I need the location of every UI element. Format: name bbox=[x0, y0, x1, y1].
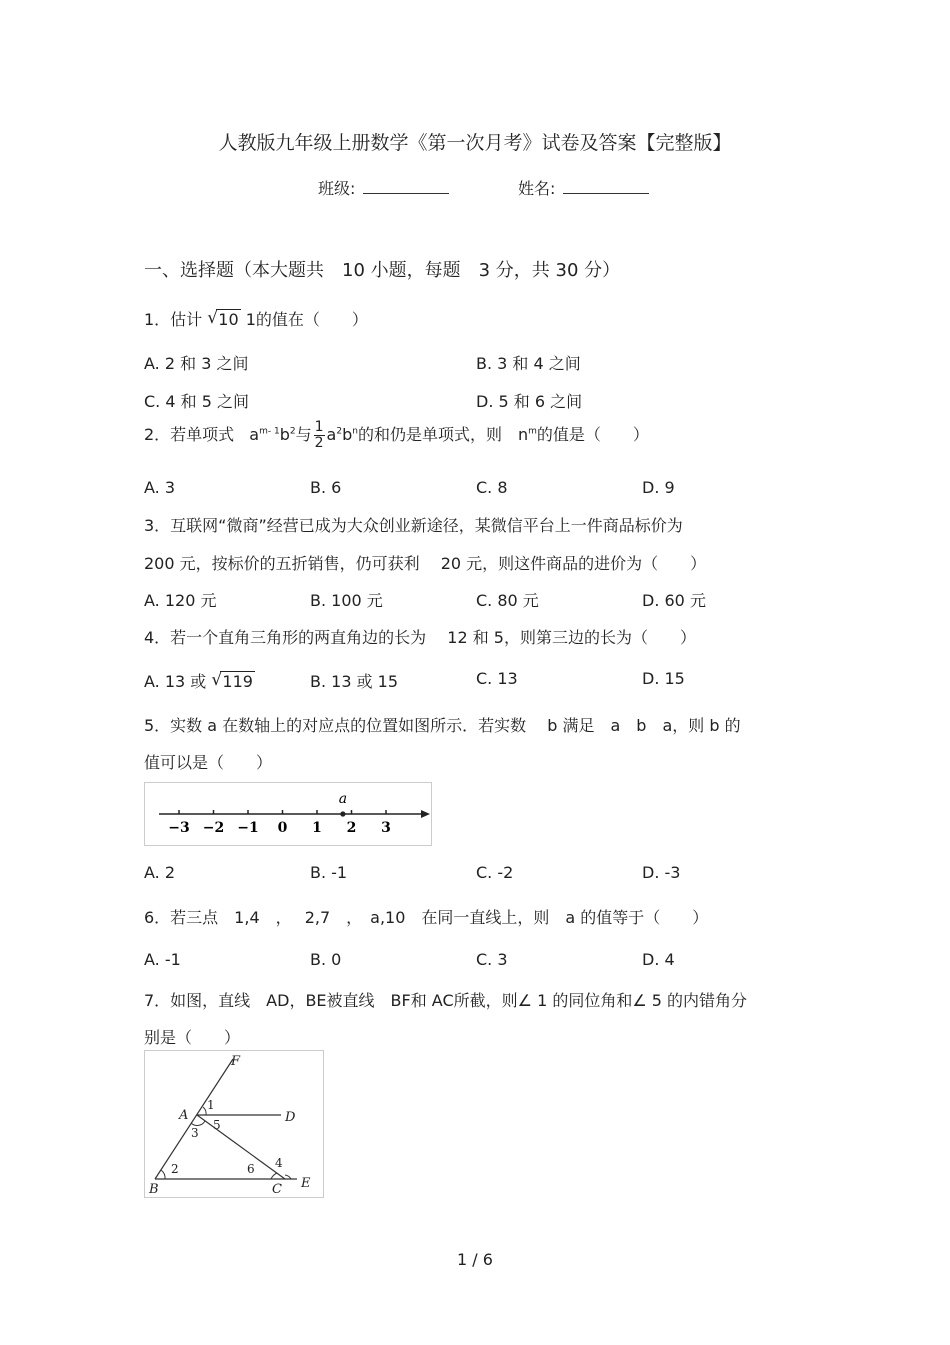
axis-tick-label: −1 bbox=[237, 820, 259, 836]
class-blank[interactable] bbox=[363, 179, 449, 194]
fraction: $\frac{1}{2}$ bbox=[314, 419, 324, 451]
axis-tick-label: 3 bbox=[381, 820, 391, 836]
label-c: C bbox=[272, 1182, 282, 1197]
q2-sup: m bbox=[528, 426, 537, 437]
label-f: F bbox=[231, 1054, 241, 1069]
q2-option-d[interactable]: D. 9 bbox=[642, 478, 675, 497]
q4-option-a[interactable]: A. 13 或 √ 119 bbox=[144, 670, 253, 691]
question-6: 6．若三点 1,4 ， 2,7 ， a,10 在同一直线上，则 a 的值等于（ ） bbox=[144, 908, 709, 927]
q6-option-d[interactable]: D. 4 bbox=[642, 950, 675, 969]
axis-tick-label: 0 bbox=[277, 820, 288, 836]
sqrt-symbol: √ 10 bbox=[207, 308, 239, 329]
angle-3: 3 bbox=[191, 1126, 199, 1140]
number-line-svg bbox=[145, 783, 431, 845]
question-7-line-1: 7．如图，直线 AD，BE被直线 BF和 AC所截，则∠ 1 的同位角和∠ 5 的内错角分 bbox=[144, 991, 748, 1010]
q1-text-end: 1的值在（ ） bbox=[245, 310, 368, 329]
question-7-line-2: 别是（ ） bbox=[144, 1028, 241, 1047]
label-a: A bbox=[179, 1108, 189, 1123]
q2-text-end: 的和仍是单项式，则 n bbox=[357, 425, 529, 444]
q5-option-b[interactable]: B. -1 bbox=[310, 863, 348, 882]
axis-tick-label: 1 bbox=[312, 820, 322, 836]
point-a bbox=[340, 811, 345, 816]
class-field bbox=[318, 176, 449, 199]
q2-text-end2: 的值是（ ） bbox=[536, 425, 649, 444]
q2-option-b[interactable]: B. 6 bbox=[310, 478, 342, 497]
question-4: 4．若一个直角三角形的两直角边的长为 12 和 5，则第三边的长为（ ） bbox=[144, 628, 696, 647]
name-field bbox=[518, 176, 649, 199]
line-ac bbox=[197, 1115, 285, 1179]
q2-term1: $a^{m- 1}b^2$ bbox=[249, 425, 296, 444]
q6-option-c[interactable]: C. 3 bbox=[476, 950, 508, 969]
angle-5: 5 bbox=[213, 1118, 221, 1132]
angle-figure bbox=[144, 1050, 324, 1198]
q5-option-c[interactable]: C. -2 bbox=[476, 863, 514, 882]
axis-tick-label: −2 bbox=[202, 820, 225, 836]
point-a-label: a bbox=[338, 791, 348, 807]
class-label: 班级: bbox=[318, 179, 356, 198]
q5-option-d[interactable]: D. -3 bbox=[642, 863, 681, 882]
q2-option-a[interactable]: A. 3 bbox=[144, 478, 176, 497]
question-2 bbox=[144, 420, 649, 451]
q3-option-b[interactable]: B. 100 元 bbox=[310, 591, 383, 610]
q2-text: 2．若单项式 bbox=[144, 425, 235, 444]
q3-option-a[interactable]: A. 120 元 bbox=[144, 591, 217, 610]
q3-option-d[interactable]: D. 60 元 bbox=[642, 591, 706, 610]
q2-term2: $a^2b^n$ bbox=[326, 425, 358, 444]
q1-option-c[interactable]: C. 4 和 5 之间 bbox=[144, 392, 249, 411]
name-label: 姓名: bbox=[518, 179, 556, 198]
section-heading: 一、选择题（本大题共 10 小题，每题 3 分，共 30 分） bbox=[144, 260, 621, 281]
q2-option-c[interactable]: C. 8 bbox=[476, 478, 508, 497]
q6-option-b[interactable]: B. 0 bbox=[310, 950, 342, 969]
q1-option-d[interactable]: D. 5 和 6 之间 bbox=[476, 392, 583, 411]
q1-text: 1．估计 bbox=[144, 310, 203, 329]
question-5-line-1: 5．实数 a 在数轴上的对应点的位置如图所示．若实数 b 满足 a b a，则 b 的 bbox=[144, 716, 741, 735]
q6-option-a[interactable]: A. -1 bbox=[144, 950, 181, 969]
question-5-line-2: 值可以是（ ） bbox=[144, 753, 273, 772]
q3-option-c[interactable]: C. 80 元 bbox=[476, 591, 539, 610]
question-3-line-2: 200 元，按标价的五折销售，仍可获利 20 元，则这件商品的进价为（ ） bbox=[144, 554, 707, 573]
angle-4: 4 bbox=[275, 1156, 283, 1170]
page-title: 人教版九年级上册数学《第一次月考》试卷及答案【完整版】 bbox=[218, 132, 732, 154]
angle-6: 6 bbox=[247, 1162, 255, 1176]
number-line-figure bbox=[144, 782, 432, 846]
question-1 bbox=[144, 307, 368, 330]
label-e: E bbox=[301, 1176, 311, 1191]
angle-1: 1 bbox=[207, 1098, 215, 1112]
question-3-line-1: 3．互联网“微商”经营已成为大众创业新途径，某微信平台上一件商品标价为 bbox=[144, 516, 683, 535]
q1-option-b[interactable]: B. 3 和 4 之间 bbox=[476, 354, 581, 373]
q4-option-c[interactable]: C. 13 bbox=[476, 669, 518, 688]
line-bf bbox=[155, 1059, 233, 1179]
angle-figure-svg bbox=[145, 1051, 323, 1197]
name-blank[interactable] bbox=[563, 179, 649, 194]
q2-mid: 与 bbox=[295, 425, 312, 444]
axis-tick-label: −3 bbox=[168, 820, 190, 836]
page-number: 1 / 6 bbox=[457, 1250, 493, 1269]
q5-option-a[interactable]: A. 2 bbox=[144, 863, 176, 882]
label-d: D bbox=[285, 1110, 296, 1125]
q1-option-a[interactable]: A. 2 和 3 之间 bbox=[144, 354, 249, 373]
sqrt-symbol: √ 119 bbox=[211, 670, 253, 691]
q4-option-b[interactable]: B. 13 或 15 bbox=[310, 672, 399, 691]
q4-option-d[interactable]: D. 15 bbox=[642, 669, 685, 688]
angle-2: 2 bbox=[171, 1162, 179, 1176]
label-b: B bbox=[149, 1182, 159, 1197]
axis-tick-label: 2 bbox=[346, 820, 357, 836]
